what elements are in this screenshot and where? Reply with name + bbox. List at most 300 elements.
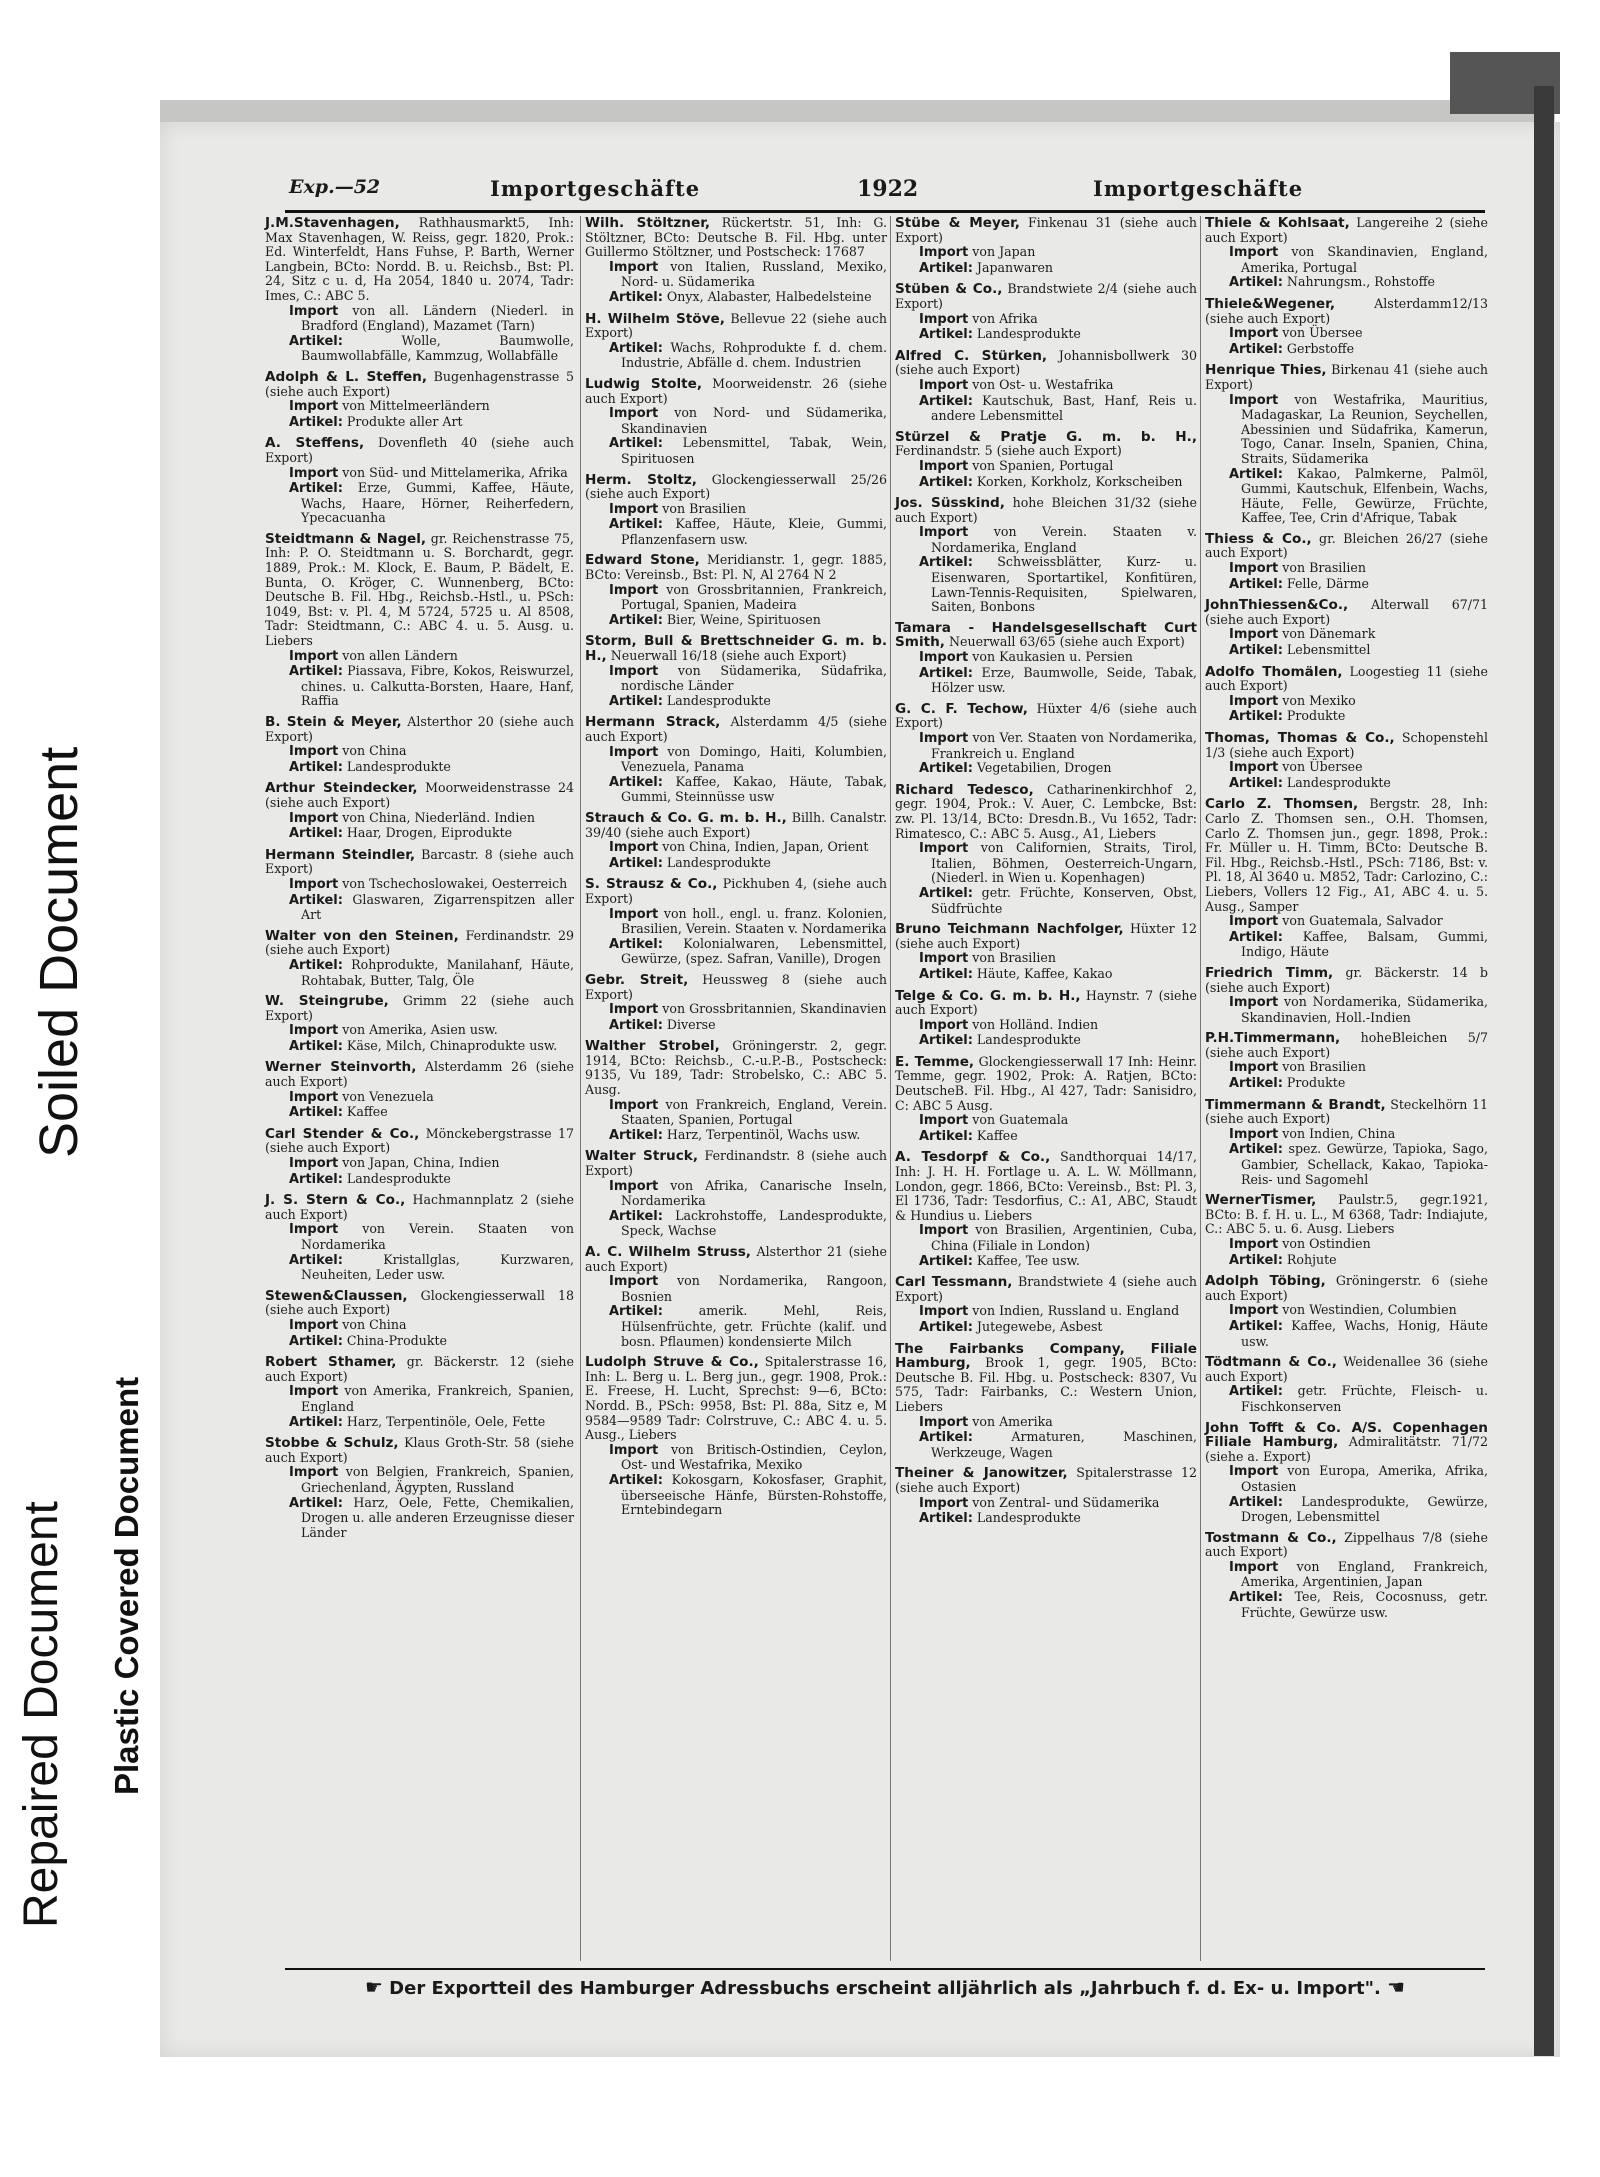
entry-detail-line — [585, 1128, 887, 1144]
firm-details: Ferdinandstr. 8 (siehe auch Export) — [585, 1148, 887, 1179]
firm-details: Alsterthor 21 (siehe auch Export) — [585, 1244, 887, 1274]
detail-text: Kaffee — [972, 1127, 1018, 1143]
detail-text: von Venezuela — [338, 1088, 434, 1104]
entry-detail-line — [265, 1105, 574, 1121]
entry-detail-line — [1205, 643, 1488, 659]
firm-name: JohnThiessen&Co., — [1205, 597, 1349, 614]
directory-entry — [895, 989, 1197, 1049]
detail-text: von China — [338, 1316, 407, 1332]
detail-keyword: Artikel: — [919, 474, 973, 490]
entry-detail-line — [895, 327, 1197, 343]
detail-keyword: Artikel: — [609, 1472, 663, 1488]
firm-details: Alsterthor 20 (siehe auch Export) — [265, 714, 574, 744]
entry-detail-line — [585, 775, 887, 805]
firm-details: Alterwall 67/71 (siehe auch Export) — [1205, 597, 1488, 627]
entry-detail-line — [585, 1018, 887, 1034]
firm-details: Spitalerstrasse 16, Inh: L. Berg u. L. Berg jun., gegr. 1908, Prok.: E. Freese, H. Lucht, Sprechst: 9—6, BCto: Nordd. B., PSch: 9958, Bst: Pl. 88a, Sitz e, M 9584—9589 Tadr: Colrstruve, C.: ABC 4. u. 5. Ausg., Liebers — [585, 1354, 887, 1443]
firm-details: Finkenau 31 (siehe auch Export) — [895, 216, 1198, 245]
firm-name: Thomas, Thomas & Co., — [1205, 730, 1395, 746]
detail-keyword: Artikel: — [289, 664, 343, 680]
firm-details: Sandthorquai 14/17, Inh: J. H. H. Fortlage u. A. L. W. Möllmann, London, gegr. 1866, BCto: Vereinsb., Bst: Pl. 3, El 1736, Tadr: Tesdorfius, C.: A1, ABC, Staudt & Hundius u. Liebers — [895, 1149, 1197, 1223]
firm-details: Weidenallee 36 (siehe auch Export) — [1205, 1354, 1488, 1384]
detail-keyword: Import — [289, 1465, 339, 1481]
firm-name: Theiner & Janowitzer, — [895, 1465, 1068, 1482]
detail-text: von China — [338, 743, 407, 759]
firm-details: Moorweidenstr. 26 (siehe auch Export) — [585, 375, 887, 406]
detail-text: von Ost- u. Westafrika — [968, 376, 1114, 392]
entry-detail-line — [895, 312, 1197, 328]
firm-name: A. Tesdorpf & Co., — [895, 1149, 1051, 1166]
detail-text: von Brasilien — [1278, 1059, 1366, 1075]
firm-details: Glockengiesserwall 25/26 (siehe auch Export) — [585, 471, 887, 502]
firm-name: Steidtmann & Nagel, — [265, 530, 427, 547]
detail-text: Rohjute — [1282, 1251, 1337, 1267]
entry-detail-line — [265, 1415, 574, 1431]
entry-detail-line — [265, 1384, 574, 1414]
detail-text: von Indien, Russland u. England — [968, 1303, 1180, 1319]
entry-detail-line — [585, 436, 887, 466]
detail-keyword: Artikel: — [1229, 1076, 1283, 1092]
detail-text: von China, Indien, Japan, Orient — [658, 839, 869, 855]
detail-keyword: Import — [289, 399, 339, 415]
detail-keyword: Artikel: — [289, 892, 343, 908]
firm-name: A. Steffens, — [265, 435, 365, 452]
firm-name: Edward Stone, — [585, 552, 700, 569]
entry-detail-line — [1205, 995, 1488, 1025]
directory-entry — [1205, 532, 1488, 592]
detail-keyword: Import — [919, 650, 969, 666]
entry-detail-line — [585, 1443, 887, 1473]
entry-detail-line — [895, 1033, 1197, 1049]
entry-detail-line — [895, 459, 1197, 475]
firm-details: Meridianstr. 1, gegr. 1885, BCto: Vereinsb., Bst: Pl. N, Al 2764 N 2 — [585, 552, 888, 583]
detail-text: Rohprodukte, Manilahanf, Häute, Rohtabak, Butter, Talg, Öle — [301, 956, 574, 988]
directory-entry — [1205, 1031, 1488, 1091]
firm-name: Strauch & Co. G. m. b. H., — [585, 809, 787, 826]
column-2 — [580, 216, 889, 1961]
entry-detail-line — [895, 951, 1197, 967]
entry-detail-line — [265, 1023, 574, 1039]
detail-keyword: Import — [919, 1495, 969, 1511]
detail-keyword: Import — [1229, 1060, 1279, 1076]
detail-keyword: Artikel: — [609, 936, 663, 952]
directory-entry — [585, 973, 887, 1033]
detail-keyword: Import — [289, 303, 339, 319]
detail-text: Japanwaren — [972, 259, 1054, 275]
detail-text: von Domingo, Haiti, Kolumbien, Venezuela, Panama — [621, 743, 887, 775]
detail-text: Kaffee, Balsam, Gummi, Indigo, Häute — [1241, 928, 1488, 960]
entry-detail-line — [1205, 1560, 1488, 1590]
detail-text: von Amerika — [968, 1413, 1053, 1429]
firm-details: Alsterdamm 26 (siehe auch Export) — [265, 1059, 574, 1090]
detail-keyword: Import — [919, 731, 969, 746]
directory-entry — [585, 715, 887, 805]
detail-text: Kautschuk, Bast, Hanf, Reis u. andere Lebensmittel — [931, 392, 1197, 424]
detail-keyword: Import — [919, 245, 969, 261]
firm-details: Steckelhörn 11 (siehe auch Export) — [1205, 1096, 1488, 1127]
detail-keyword: Artikel: — [289, 1105, 343, 1121]
entry-detail-line — [895, 1129, 1197, 1145]
firm-name: B. Stein & Meyer, — [265, 714, 402, 730]
entry-detail-line — [585, 1473, 887, 1518]
firm-name: Robert Sthamer, — [265, 1354, 397, 1371]
detail-text: Landesprodukte — [662, 854, 771, 870]
detail-keyword: Import — [1229, 760, 1279, 776]
firm-details: Grimm 22 (siehe auch Export) — [265, 993, 574, 1023]
detail-keyword: Import — [609, 1097, 659, 1113]
detail-text: China-Produkte — [342, 1332, 447, 1348]
firm-details: Catharinenkirchhof 2, gegr. 1904, Prok.: V. Auer, C. Lembcke, Bst: zw. Pl. 13/14, BCto: Dresdn.B., Vu 1652, Tadr: Rimatesco, C.: ABC 5. Ausg., A1, Liebers — [895, 781, 1197, 841]
directory-entry — [265, 436, 574, 526]
detail-keyword: Artikel: — [289, 759, 343, 775]
detail-keyword: Import — [289, 876, 339, 892]
detail-text: von Übersee — [1278, 759, 1363, 775]
entry-detail-line — [1205, 776, 1488, 792]
firm-details: Paulstr.5, gegr.1921, BCto: B. f. H. u. L., M 6368, Tadr: Indiajute, C.: ABC 5. u. 6. Ausg. Liebers — [1205, 1192, 1488, 1237]
detail-text: von Holländ. Indien — [968, 1016, 1099, 1032]
entry-detail-line — [895, 967, 1197, 983]
directory-entry — [895, 430, 1197, 490]
entry-detail-line — [895, 1254, 1197, 1270]
detail-text: von Skandinavien, England, Amerika, Portugal — [1241, 244, 1488, 275]
firm-details: gr. Bleichen 26/27 (siehe auch Export) — [1205, 530, 1488, 561]
directory-entry — [265, 370, 574, 430]
detail-text: Käse, Milch, Chinaprodukte usw. — [342, 1037, 558, 1053]
firm-details: Schopenstehl 1/3 (siehe auch Export) — [1205, 730, 1488, 760]
detail-keyword: Import — [289, 810, 339, 826]
detail-keyword: Artikel: — [609, 1208, 663, 1224]
detail-text: Landesprodukte — [1282, 774, 1391, 790]
firm-name: Bruno Teichmann Nachfolger, — [895, 921, 1124, 938]
directory-entry — [895, 1150, 1197, 1269]
detail-text: Nahrungsm., Rohstoffe — [1282, 274, 1435, 290]
detail-keyword: Import — [289, 1023, 339, 1039]
detail-text: Vegetabilien, Drogen — [972, 760, 1112, 776]
directory-entry — [1205, 665, 1488, 725]
entry-detail-line — [265, 1496, 574, 1541]
detail-keyword: Artikel: — [609, 436, 663, 452]
entry-detail-line — [1205, 342, 1488, 358]
detail-keyword: Artikel: — [289, 957, 343, 973]
entry-detail-line — [265, 664, 574, 709]
detail-text: von Verein. Staaten v. Nordamerika, England — [931, 524, 1197, 555]
detail-text: Piassava, Fibre, Kokos, Reiswurzel, chines. u. Calkutta-Borsten, Haare, Hanf, Raffia — [301, 663, 574, 709]
entry-detail-line — [585, 1179, 887, 1209]
detail-text: Harz, Oele, Fette, Chemikalien, Drogen u. alle anderen Erzeugnisse dieser Länder — [301, 1494, 574, 1540]
firm-name: Friedrich Timm, — [1205, 964, 1334, 981]
firm-details: Alsterdamm 4/5 (siehe auch Export) — [585, 714, 887, 744]
detail-keyword: Import — [609, 1178, 659, 1194]
firm-name: Carl Tessmann, — [895, 1274, 1013, 1291]
firm-details: Haynstr. 7 (siehe auch Export) — [895, 987, 1197, 1018]
directory-entry — [895, 922, 1197, 982]
entry-detail-line — [1205, 1253, 1488, 1269]
firm-details: Dovenfleth 40 (siehe auch Export) — [265, 435, 574, 465]
detail-keyword: Artikel: — [1229, 1252, 1283, 1268]
detail-text: von Nordamerika, Südamerika, Skandinavien, Holl.-Indien — [1241, 994, 1488, 1025]
detail-keyword: Artikel: — [289, 1171, 343, 1187]
detail-keyword: Artikel: — [609, 855, 663, 871]
entry-detail-line — [1205, 1384, 1488, 1414]
detail-text: Schweissblätter, Kurz- u. Eisenwaren, Sportartikel, Konfitüren, Lawn-Tennis-Requisiten, Spielwaren, Saiten, Bonbons — [931, 554, 1197, 615]
firm-name: Thiele & Kohlsaat, — [1205, 216, 1350, 231]
detail-text: Häute, Kaffee, Kakao — [972, 965, 1113, 981]
directory-entry — [585, 877, 887, 967]
detail-keyword: Artikel: — [289, 414, 343, 430]
entry-detail-line — [1205, 914, 1488, 930]
entry-detail-line — [265, 893, 574, 923]
directory-entry — [1205, 216, 1488, 291]
detail-text: von Brasilien, Argentinien, Cuba, China (Filiale in London) — [931, 1222, 1197, 1253]
detail-keyword: Import — [1229, 995, 1279, 1011]
detail-keyword: Artikel: — [919, 761, 973, 777]
detail-keyword: Import — [919, 1113, 969, 1129]
detail-text: von China, Niederländ. Indien — [338, 809, 535, 825]
firm-details: Admiralitätstr. 71/72 (siehe a. Export) — [1205, 1434, 1488, 1464]
firm-name: The Fairbanks Company, Filiale Hamburg, — [895, 1340, 1197, 1372]
entry-detail-line — [265, 877, 574, 893]
detail-keyword: Artikel: — [289, 333, 343, 349]
firm-details: Brandstwiete 4 (siehe auch Export) — [895, 1274, 1197, 1304]
column-4 — [1200, 216, 1490, 1961]
entry-detail-line — [265, 399, 574, 415]
firm-name: Stüben & Co., — [895, 281, 1003, 298]
entry-detail-line — [1205, 561, 1488, 577]
firm-name: Telge & Co. G. m. b. H., — [895, 987, 1081, 1004]
page-edge-shadow — [1534, 86, 1554, 2056]
firm-name: Ludwig Stolte, — [585, 375, 703, 392]
directory-entry — [895, 282, 1197, 342]
directory-entry — [895, 1342, 1197, 1461]
detail-keyword: Import — [289, 1222, 339, 1238]
firm-name: John Tofft & Co. A/S. Copenhagen Filiale Hamburg, — [1205, 1419, 1488, 1451]
detail-text: Landesprodukte — [342, 758, 451, 774]
entry-detail-line — [1205, 1142, 1488, 1187]
entry-detail-line — [1205, 1590, 1488, 1620]
detail-text: Kaffee, Häute, Kleie, Gummi, Pflanzenfasern usw. — [621, 516, 887, 547]
detail-keyword: Import — [1229, 914, 1279, 930]
firm-details: Gröningerstr. 6 (siehe auch Export) — [1205, 1273, 1488, 1303]
firm-details: Spitalerstrasse 12 (siehe auch Export) — [895, 1465, 1198, 1495]
pointing-hand-icon: ☚ — [1387, 1975, 1406, 1999]
detail-text: von Tschechoslowakei, Oesterreich — [338, 875, 568, 891]
directory-entry — [895, 216, 1197, 276]
detail-text: Jutegewebe, Asbest — [972, 1318, 1103, 1334]
entry-detail-line — [895, 1430, 1197, 1460]
detail-keyword: Artikel: — [919, 665, 973, 681]
detail-keyword: Artikel: — [1229, 341, 1283, 357]
entry-detail-line — [895, 761, 1197, 777]
section-title-left: Importgeschäfte — [490, 176, 701, 201]
directory-entry — [1205, 598, 1488, 658]
detail-keyword: Artikel: — [609, 517, 663, 533]
entry-detail-line — [265, 1318, 574, 1334]
entry-detail-line — [585, 1274, 887, 1304]
directory-entry — [1205, 1098, 1488, 1188]
firm-name: Herm. Stoltz, — [585, 471, 697, 488]
firm-details: Brandstwiete 2/4 (siehe auch Export) — [895, 281, 1197, 311]
entry-detail-line — [265, 304, 574, 334]
firm-name: Carl Stender & Co., — [265, 1125, 420, 1142]
column-3 — [890, 216, 1199, 1961]
detail-text: getr. Früchte, Konserven, Obst, Südfrüchte — [931, 884, 1197, 916]
entry-detail-line — [895, 1113, 1197, 1129]
entry-detail-line — [585, 745, 887, 775]
directory-columns — [263, 216, 1489, 1961]
firm-details: Johannisbollwerk 30 (siehe auch Export) — [895, 347, 1197, 378]
firm-details: Glockengiesserwall 17 Inh: Heinr. Temme, gegr. 1902, Prok: A. Ratjen, BCto: DeutscheB. Fil. Hbg., Al 427, Tadr: Sanisidro, C: ABC 5 Ausg. — [895, 1053, 1197, 1113]
firm-name: P.H.Timmermann, — [1205, 1030, 1341, 1047]
detail-text: Landesprodukte — [972, 1510, 1081, 1526]
entry-detail-line — [265, 415, 574, 431]
detail-text: von Südamerika, Südafrika, nordische Länder — [621, 662, 887, 694]
detail-text: Harz, Terpentinöle, Oele, Fette — [342, 1413, 546, 1429]
entry-detail-line — [265, 649, 574, 665]
detail-keyword: Artikel: — [919, 1511, 973, 1527]
directory-entry — [265, 1193, 574, 1283]
firm-details: Klaus Groth-Str. 58 (siehe auch Export) — [265, 1435, 574, 1465]
firm-details: Neuerwall 63/65 (siehe auch Export) — [948, 634, 1185, 650]
detail-keyword: Artikel: — [919, 1430, 973, 1446]
detail-keyword: Import — [1229, 245, 1279, 261]
detail-text: von Afrika, Canarische Inseln, Nordamerika — [621, 1177, 887, 1209]
detail-keyword: Artikel: — [1229, 1590, 1283, 1606]
entry-detail-line — [1205, 326, 1488, 342]
detail-text: Haar, Drogen, Eiprodukte — [342, 825, 513, 841]
detail-text: von Westafrika, Mauritius, Madagaskar, La Reunion, Seychellen, Abessinien und Südafrika, Kamerun, Togo, Canar. Inseln, Spanien, China, Straits, Südamerika — [1241, 391, 1488, 466]
directory-entry — [585, 312, 887, 371]
detail-text: Kaffee, Tee usw. — [972, 1252, 1080, 1268]
entry-detail-line — [895, 475, 1197, 491]
detail-keyword: Artikel: — [1229, 929, 1283, 945]
entry-detail-line — [265, 334, 574, 364]
entry-detail-line — [895, 555, 1197, 614]
entry-detail-line — [895, 245, 1197, 261]
directory-entry — [1205, 1355, 1488, 1414]
column-1 — [263, 216, 576, 1961]
firm-name: Walther Strobel, — [585, 1038, 720, 1055]
firm-name: Werner Steinvorth, — [265, 1059, 417, 1076]
detail-keyword: Import — [1229, 392, 1279, 408]
detail-keyword: Import — [1229, 1126, 1279, 1142]
entry-detail-line — [585, 583, 887, 613]
firm-name: Hermann Strack, — [585, 714, 721, 731]
detail-keyword: Artikel: — [919, 260, 973, 276]
detail-keyword: Artikel: — [1229, 1142, 1283, 1158]
firm-name: Jos. Süsskind, — [895, 495, 1005, 512]
detail-text: Erze, Baumwolle, Seide, Tabak, Hölzer usw. — [931, 664, 1197, 696]
entry-detail-line — [1205, 393, 1488, 467]
entry-detail-line — [265, 1172, 574, 1188]
entry-detail-line — [585, 517, 887, 547]
detail-text: Landesprodukte, Gewürze, Drogen, Lebensmittel — [1241, 1493, 1488, 1525]
label-soiled-document: Soiled Document — [29, 746, 89, 1158]
entry-detail-line — [265, 826, 574, 842]
detail-keyword: Artikel: — [1229, 275, 1283, 291]
entry-detail-line — [895, 394, 1197, 424]
detail-keyword: Artikel: — [1229, 709, 1283, 725]
detail-keyword: Import — [289, 465, 339, 481]
firm-name: Walter von den Steinen, — [265, 927, 459, 944]
detail-keyword: Artikel: — [609, 1304, 663, 1320]
detail-text: Produkte — [1282, 708, 1346, 724]
detail-keyword: Import — [1229, 693, 1279, 709]
detail-text: Landesprodukte — [662, 692, 771, 708]
detail-keyword: Import — [609, 582, 659, 598]
entry-detail-line — [1205, 1303, 1488, 1319]
directory-entry — [265, 1060, 574, 1120]
entry-detail-line — [265, 481, 574, 526]
detail-keyword: Import — [1229, 1464, 1279, 1480]
detail-keyword: Artikel: — [919, 1128, 973, 1144]
detail-keyword: Import — [609, 1442, 659, 1458]
directory-entry — [585, 377, 887, 467]
firm-details: Hüxter 4/6 (siehe auch Export) — [895, 700, 1197, 731]
entry-detail-line — [265, 466, 574, 482]
entry-detail-line — [895, 525, 1197, 555]
detail-keyword: Import — [609, 663, 659, 679]
entry-detail-line — [585, 840, 887, 856]
firm-details: hoheBleichen 5/7 (siehe auch Export) — [1205, 1030, 1488, 1060]
detail-keyword: Artikel: — [289, 826, 343, 842]
detail-keyword: Import — [289, 1089, 339, 1105]
firm-name: Tostmann & Co., — [1205, 1529, 1337, 1546]
detail-text: Gerbstoffe — [1282, 340, 1355, 356]
detail-keyword: Artikel: — [1229, 1318, 1283, 1334]
detail-keyword: Import — [919, 1223, 969, 1239]
firm-details: gr. Bäckerstr. 14 b (siehe auch Export) — [1205, 964, 1488, 995]
firm-details: Loogestieg 11 (siehe auch Export) — [1205, 663, 1488, 694]
detail-keyword: Artikel: — [919, 1253, 973, 1269]
footer-note — [285, 1968, 1485, 2002]
firm-name: Stürzel & Pratje G. m. b. H., — [895, 428, 1197, 445]
directory-entry — [585, 1149, 887, 1239]
firm-name: A. C. Wilhelm Struss, — [585, 1244, 751, 1260]
detail-text: Produkte aller Art — [342, 413, 463, 429]
entry-detail-line — [585, 613, 887, 629]
firm-name: Stobbe & Schulz, — [265, 1435, 399, 1452]
detail-keyword: Artikel: — [609, 289, 663, 305]
detail-keyword: Import — [919, 1304, 969, 1320]
firm-name: H. Wilhelm Stöve, — [585, 310, 725, 327]
entry-detail-line — [585, 406, 887, 436]
firm-name: Adolph Töbing, — [1205, 1273, 1326, 1290]
entry-detail-line — [1205, 577, 1488, 593]
detail-text: Harz, Terpentinöl, Wachs usw. — [662, 1126, 861, 1142]
directory-entry — [895, 702, 1197, 777]
detail-keyword: Artikel: — [609, 1017, 663, 1033]
detail-text: von Brasilien — [1278, 560, 1366, 576]
entry-detail-line — [1205, 467, 1488, 526]
firm-name: G. C. F. Techow, — [895, 700, 1028, 717]
entry-detail-line — [1205, 245, 1488, 275]
detail-text: von allen Ländern — [338, 647, 458, 663]
entry-detail-line — [265, 1222, 574, 1252]
firm-name: Tamara - Handelsgesellschaft Curt Smith, — [895, 619, 1197, 651]
detail-text: von Westindien, Columbien — [1278, 1302, 1457, 1318]
detail-text: Bier, Weine, Spirituosen — [662, 611, 821, 627]
detail-keyword: Import — [1229, 1559, 1279, 1575]
directory-entry — [585, 634, 887, 709]
detail-keyword: Artikel: — [289, 481, 343, 497]
detail-keyword: Artikel: — [289, 1038, 343, 1054]
firm-name: Carlo Z. Thomsen, — [1205, 796, 1359, 813]
directory-entry — [1205, 1193, 1488, 1268]
detail-text: von Verein. Staaten von Nordamerika — [301, 1221, 574, 1252]
detail-text: Onyx, Alabaster, Halbedelsteine — [662, 288, 872, 304]
detail-keyword: Import — [919, 311, 969, 327]
detail-text: von Amerika, Asien usw. — [338, 1022, 498, 1038]
